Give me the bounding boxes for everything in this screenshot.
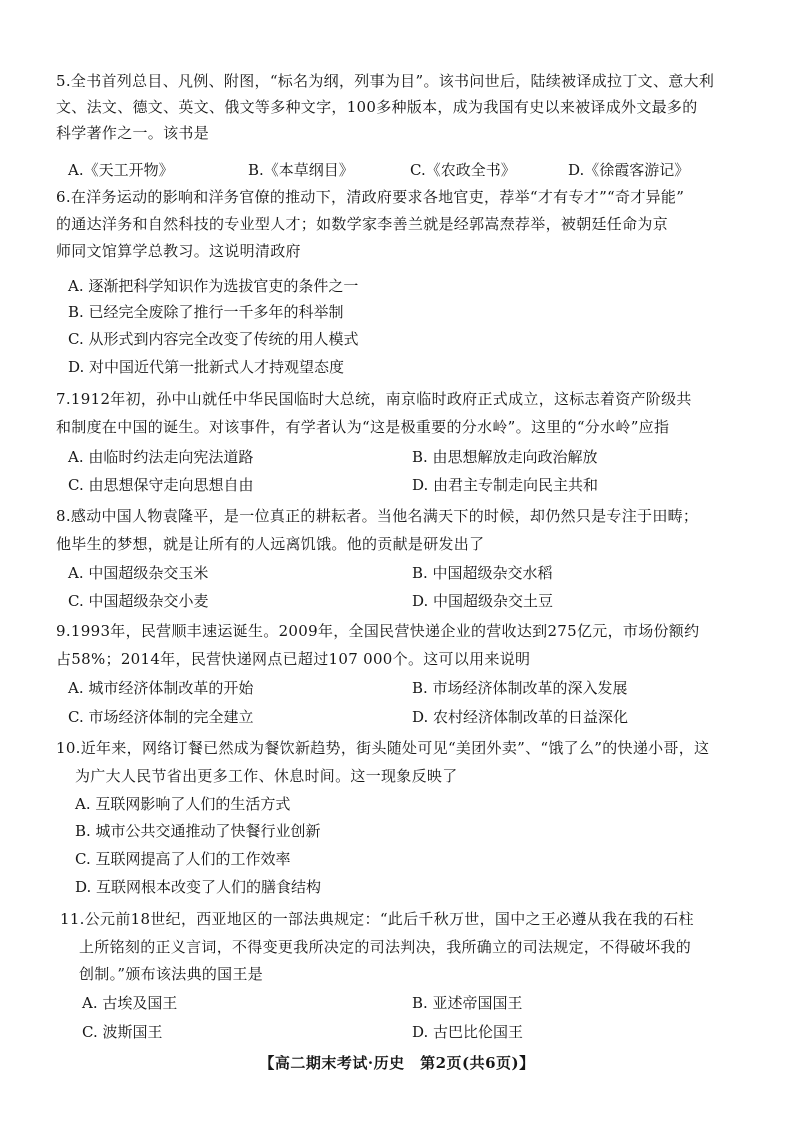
- option-c: C. 中国超级杂交小麦: [68, 592, 209, 610]
- question-text-line: 9.1993年，民营顺丰速运诞生。2009年，全国民营快递企业的营收达到275亿元，市场份额约: [56, 622, 700, 640]
- option-c: C. 互联网提高了人们的工作效率: [75, 850, 291, 868]
- option-d: D. 对中国近代第一批新式人才持观望态度: [68, 358, 345, 376]
- question-text-line: 为广大人民节省出更多工作、休息时间。这一现象反映了: [75, 767, 458, 785]
- option-b: B. 亚述帝国国王: [412, 994, 523, 1012]
- option-c: C. 从形式到内容完全改变了传统的用人模式: [68, 330, 359, 348]
- option-d: D.《徐霞客游记》: [568, 161, 690, 179]
- question-text-line: 10.近年来，网络订餐已然成为餐饮新趋势，街头随处可见“美团外卖”、“饿了么”的快递小哥，这: [56, 739, 710, 757]
- option-a: A. 城市经济体制改革的开始: [68, 679, 254, 697]
- question-text-line: 占58%；2014年，民营快递网点已超过107 000个。这可以用来说明: [56, 650, 531, 668]
- question-text-line: 创制。”颁布该法典的国王是: [79, 965, 264, 983]
- option-c: C. 由思想保守走向思想自由: [68, 476, 254, 494]
- question-text-line: 的通达洋务和自然科技的专业型人才；如数学家李善兰就是经郭嵩焘荐举，被朝廷任命为京: [56, 215, 669, 233]
- option-c: C.《农政全书》: [410, 161, 516, 179]
- option-d: D. 农村经济体制改革的日益深化: [412, 708, 629, 726]
- option-d: D. 由君主专制走向民主共和: [412, 476, 599, 494]
- option-a: A. 互联网影响了人们的生活方式: [75, 795, 291, 813]
- option-b: B.《本草纲目》: [248, 161, 354, 179]
- question-text-line: 上所铭刻的正义言词，不得变更我所决定的司法判决，我所确立的司法规定，不得破坏我的: [79, 938, 692, 956]
- option-a: A. 古埃及国王: [82, 994, 178, 1012]
- question-text-line: 师同文馆算学总教习。这说明清政府: [56, 242, 301, 260]
- question-text-line: 文、法文、德文、英文、俄文等多种文字，100多种版本，成为我国有史以来被译成外文最多的: [56, 98, 698, 116]
- question-text-line: 5.全书首列总目、凡例、附图，“标名为纲，列事为目”。该书问世后，陆续被译成拉丁文、意大利: [56, 72, 715, 90]
- option-b: B. 由思想解放走向政治解放: [412, 448, 598, 466]
- option-a: A. 逐渐把科学知识作为选拔官吏的条件之一: [68, 277, 359, 295]
- question-text-line: 他毕生的梦想，就是让所有的人远离饥饿。他的贡献是研发出了: [56, 535, 485, 553]
- option-d: D. 古巴比伦国王: [412, 1023, 524, 1041]
- question-text-line: 8.感动中国人物袁隆平，是一位真正的耕耘者。当他名满天下的时候，却仍然只是专注于田畴；: [56, 507, 699, 525]
- option-b: B. 已经完全废除了推行一千多年的科举制: [68, 303, 344, 321]
- option-d: D. 中国超级杂交土豆: [412, 592, 554, 610]
- question-text-line: 和制度在中国的诞生。对该事件，有学者认为“这是极重要的分水岭”。这里的“分水岭”应指: [56, 418, 670, 436]
- option-d: D. 互联网根本改变了人们的膳食结构: [75, 878, 322, 896]
- option-b: B. 中国超级杂交水稻: [412, 564, 553, 582]
- option-c: C. 波斯国王: [82, 1023, 163, 1041]
- option-a: A. 由临时约法走向宪法道路: [68, 448, 254, 466]
- option-b: B. 城市公共交通推动了快餐行业创新: [75, 822, 321, 840]
- question-text-line: 7.1912年初，孙中山就任中华民国临时大总统，南京临时政府正式成立，这标志着资产阶级共: [56, 390, 692, 408]
- question-text-line: 6.在洋务运动的影响和洋务官僚的推动下，清政府要求各地官吏，荐举“才有专才”“奇才异能”: [56, 188, 685, 206]
- option-c: C. 市场经济体制的完全建立: [68, 708, 254, 726]
- question-text-line: 科学著作之一。该书是: [56, 124, 210, 142]
- option-a: A. 中国超级杂交玉米: [68, 564, 209, 582]
- page-footer: 【高二期末考试·历史 第2页(共6页)】: [259, 1054, 535, 1072]
- option-b: B. 市场经济体制改革的深入发展: [412, 679, 628, 697]
- option-a: A.《天工开物》: [68, 161, 174, 179]
- question-text-line: 11.公元前18世纪，西亚地区的一部法典规定：“此后千秋万世，国中之王必遵从我在我的石柱: [60, 910, 694, 928]
